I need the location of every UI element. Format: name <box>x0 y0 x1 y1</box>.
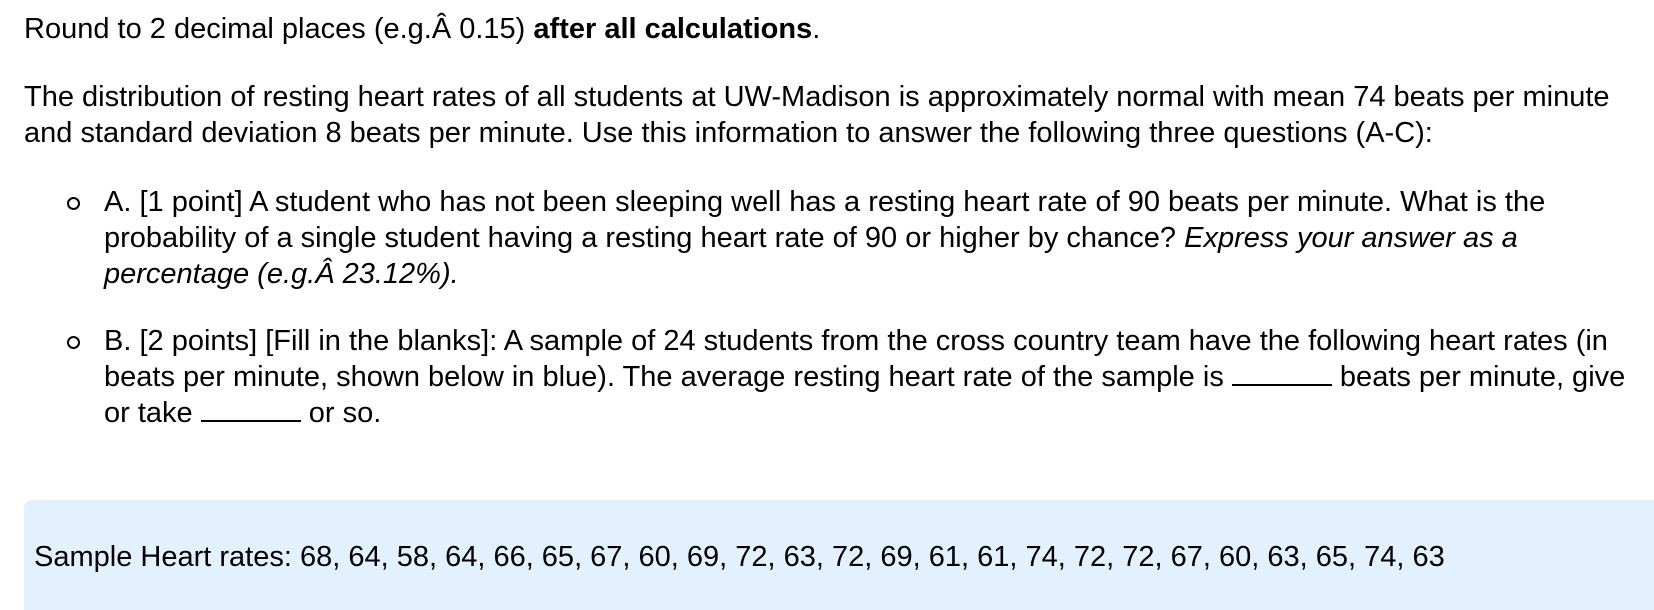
question-a <box>104 184 1654 292</box>
instructions-bold: after all calculations <box>533 13 813 45</box>
question-b-text <box>104 323 1654 431</box>
question-b-part2: beats per minute, give or take <box>104 361 1626 429</box>
question-a-italic-note: Express your answer as a percentage (e.g.Â 23.12%). <box>104 222 1518 290</box>
question-a-text <box>104 184 1654 292</box>
question-b <box>104 323 1654 431</box>
instructions-suffix: . <box>812 13 821 45</box>
question-content <box>24 11 1654 462</box>
average-blank <box>1232 360 1332 386</box>
rounding-instructions <box>24 11 1654 47</box>
question-a-body: A. [1 point] A student who has not been sleeping well has a resting heart rate of 90 beats per minute. What is the probability of a single student having a resting heart rate of 90 or higher by chance? <box>104 186 1546 254</box>
sample-heart-rates-box <box>24 500 1654 610</box>
hollow-circle-bullet-icon <box>67 197 80 210</box>
question-b-part1: B. [2 points] [Fill in the blanks]: A sample of 24 students from the cross country team have the following heart rates (in beats per minute, shown below in blue). The average resting heart rate of the sample is <box>104 325 1608 393</box>
question-b-part3: or so. <box>300 397 382 429</box>
sample-values: 68, 64, 58, 64, 66, 65, 67, 60, 69, 72, 63, 72, 69, 61, 61, 74, 72, 72, 67, 60, 63, 65, 74, 63 <box>299 541 1445 573</box>
give-or-take-blank <box>201 396 301 422</box>
context-paragraph: The distribution of resting heart rates of all students at UW-Madison is approximately normal with mean 74 beats per minute and standard deviation 8 beats per minute. Use this information to answer the following three questions (A-C): <box>24 81 1610 149</box>
sample-label: Sample Heart rates: <box>34 541 300 573</box>
hollow-circle-bullet-icon <box>67 336 80 349</box>
sample-heart-rates <box>34 539 1445 575</box>
question-list <box>24 184 1654 431</box>
instructions-prefix: Round to 2 decimal places (e.g.Â 0.15) <box>24 13 534 45</box>
